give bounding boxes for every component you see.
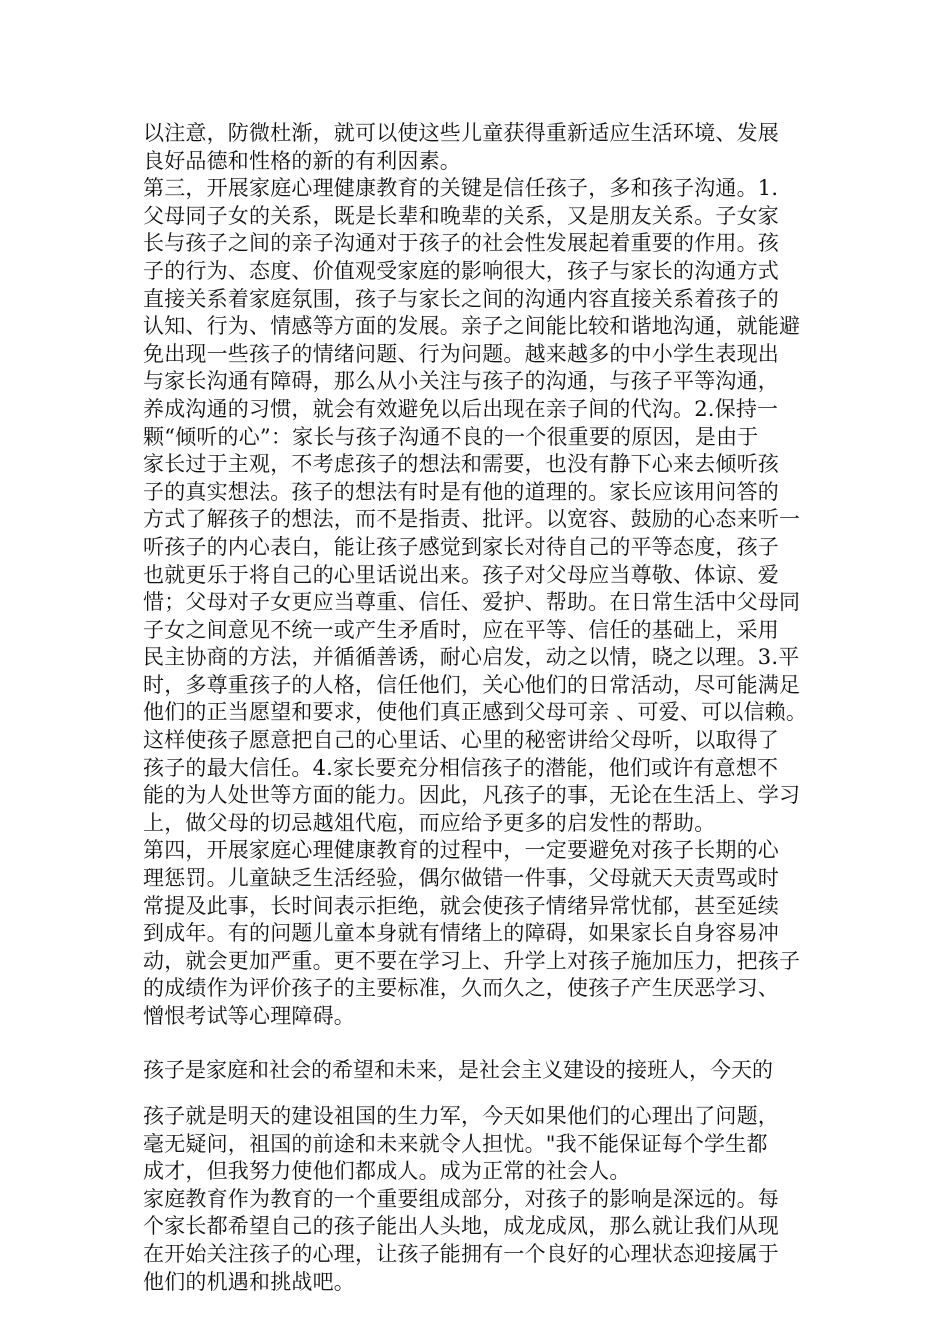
text-line: 毫无疑问，祖国的前途和未来就令人担忧。"我不能保证每个学生都 (143, 1131, 768, 1156)
text-line: 憎恨考试等心理障碍。 (143, 1004, 355, 1028)
text-line: 能的为人处世等方面的能力。因此，凡孩子的事，无论在生活上、学习 (143, 783, 801, 808)
text-line: 第三，开展家庭心理健康教育的关键是信任孩子，多和孩子沟通。1. (143, 176, 779, 201)
text-line: 第四，开展家庭心理健康教育的过程中，一定要避免对孩子长期的心 (143, 838, 779, 863)
text-line: 民主协商的方法，并循循善诱，耐心启发，动之以情，晓之以理。3.平 (143, 645, 800, 670)
text-line: 时，多尊重孩子的人格，信任他们，关心他们的日常活动，尽可能满足 (143, 672, 801, 697)
text-line: 养成沟通的习惯，就会有效避免以后出现在亲子间的代沟。2.保持一 (143, 396, 779, 421)
text-line: 直接关系着家庭氛围，孩子与家长之间的沟通内容直接关系着孩子的 (143, 286, 779, 311)
text-line: 常提及此事，长时间表示拒绝，就会使孩子情绪异常忧郁，甚至延续 (143, 893, 779, 918)
text-line: 认知、行为、情感等方面的发展。亲子之间能比较和谐地沟通，就能避 (143, 314, 801, 339)
text-line: 家庭教育作为教育的一个重要组成部分，对孩子的影响是深远的。每 (143, 1186, 779, 1211)
text-line: 以注意，防微杜渐，就可以使这些儿童获得重新适应生活环境、发展 (143, 121, 779, 145)
text-line: 到成年。有的问题儿童本身就有情绪上的障碍，如果家长自身容易冲 (143, 921, 779, 946)
text-line: 理惩罚。儿童缺乏生活经验，偶尔做错一件事，父母就天天责骂或时 (143, 866, 779, 891)
text-line: 在开始关注孩子的心理，让孩子能拥有一个良好的心理状态迎接属于 (143, 1241, 779, 1266)
text-line: 他们的机遇和挑战吧。 (143, 1269, 355, 1294)
text-line: 孩子的最大信任。4.家长要充分相信孩子的潜能，他们或许有意想不 (143, 755, 779, 780)
text-line: 子女之间意见不统一或产生矛盾时，应在平等、信任的基础上，采用 (143, 617, 779, 642)
text-line: 免出现一些孩子的情绪问题、行为问题。越来越多的中小学生表现出 (143, 341, 779, 366)
text-line: 的成绩作为评价孩子的主要标准，久而久之，使孩子产生厌恶学习、 (143, 976, 779, 1001)
text-line: 也就更乐于将自己的心里话说出来。孩子对父母应当尊敬、体谅、爱 (143, 562, 779, 587)
text-line: 成才，但我努力使他们都成人。成为正常的社会人。 (143, 1159, 631, 1184)
text-line: 孩子就是明天的建设祖国的生力军，今天如果他们的心理出了问题， (143, 1104, 779, 1128)
text-line: 方式了解孩子的想法，而不是指责、批评。以宽容、鼓励的心态来听一 (143, 507, 801, 532)
body-text-bottom (143, 1103, 823, 1296)
text-line: 长与孩子之间的亲子沟通对于孩子的社会性发展起着重要的作用。孩 (143, 231, 779, 256)
text-line: 动，就会更加严重。更不要在学习上、升学上对孩子施加压力，把孩子 (143, 948, 801, 973)
text-line: 家长过于主观，不考虑孩子的想法和需要，也没有静下心来去倾听孩 (143, 452, 779, 477)
text-line: 上，做父母的切忌越俎代庖，而应给予更多的启发性的帮助。 (143, 810, 716, 835)
text-line: 颗“倾听的心”：家长与孩子沟通不良的一个很重要的原因，是由于 (143, 424, 759, 449)
text-line: 听孩子的内心表白，能让孩子感觉到家长对待自己的平等态度，孩子 (143, 534, 779, 559)
text-line: 子的行为、态度、价值观受家庭的影响很大，孩子与家长的沟通方式 (143, 258, 779, 283)
text-line: 良好品德和性格的新的有利因素。 (143, 148, 461, 173)
text-line: 这样使孩子愿意把自己的心里话、心里的秘密讲给父母听，以取得了 (143, 728, 779, 753)
paragraph-line-isolated: 孩子是家庭和社会的希望和未来，是社会主义建设的接班人，今天的 (143, 1058, 773, 1082)
text-line: 他们的正当愿望和要求，使他们真正感到父母可亲 、可爱、可以信赖。 (143, 700, 808, 725)
text-line: 与家长沟通有障碍，那么从小关注与孩子的沟通，与孩子平等沟通， (143, 369, 779, 394)
text-line: 个家长都希望自己的孩子能出人头地，成龙成凤，那么就让我们从现 (143, 1214, 779, 1239)
text-line: 子的真实想法。孩子的想法有时是有他的道理的。家长应该用问答的 (143, 479, 779, 504)
body-text-top (143, 120, 823, 1031)
text-line: 父母同子女的关系，既是长辈和晚辈的关系，又是朋友关系。子女家 (143, 203, 779, 228)
text-line: 惜；父母对子女更应当尊重、信任、爱护、帮助。在日常生活中父母同 (143, 590, 801, 615)
